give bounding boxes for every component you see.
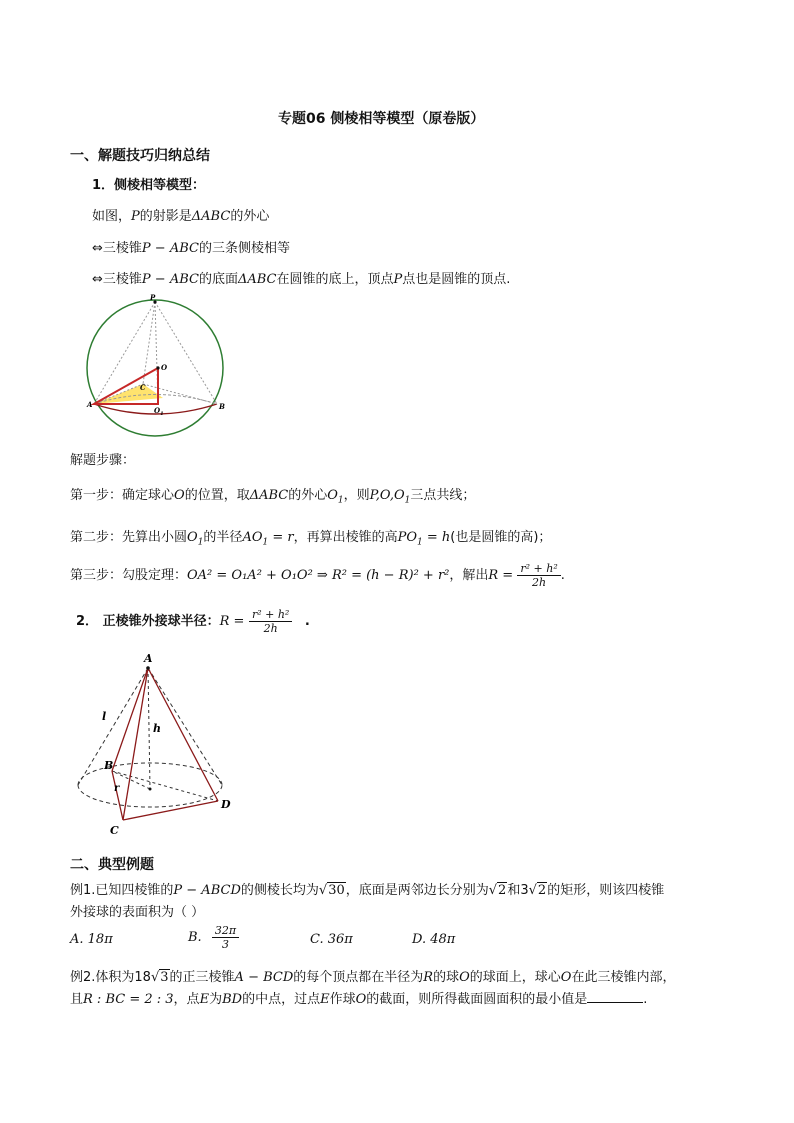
sqrt-radicand: 3 xyxy=(160,970,169,985)
text: 的每个顶点都在半径为 xyxy=(293,970,424,985)
math: R = xyxy=(488,568,514,583)
math: BD xyxy=(222,992,243,1007)
numerator: r² + h² xyxy=(249,608,292,622)
text: 如图， xyxy=(92,209,132,224)
text: 的外心 xyxy=(230,209,270,224)
cone-edge-pb xyxy=(155,302,217,404)
line-equivalence-2 xyxy=(92,268,510,287)
label-o1-sub: 1 xyxy=(160,411,164,417)
text: ，则 xyxy=(343,488,370,503)
math: PO xyxy=(397,530,418,545)
option-d: D. 48π xyxy=(412,932,456,947)
label-b: B xyxy=(104,759,114,772)
math: O xyxy=(560,970,572,985)
point-center xyxy=(149,788,152,791)
point-a xyxy=(146,666,150,670)
numerator: r² + h² xyxy=(517,562,560,576)
text: 的球 xyxy=(433,970,460,985)
option-c: C. 36π xyxy=(310,932,353,947)
label-h: h xyxy=(153,722,161,735)
text: . xyxy=(560,568,565,583)
edge-bc xyxy=(112,771,123,820)
equivalence-arrow: ⇔ xyxy=(92,241,103,256)
text: 的侧棱长均为 xyxy=(240,883,319,898)
text: 的正三棱锥 xyxy=(169,970,235,985)
math-triangle: ΔABC xyxy=(191,209,231,224)
label-a: A xyxy=(87,400,93,409)
label-o1-main: O xyxy=(154,406,161,415)
example-1-line-2: 外接球的表面积为（ ） xyxy=(70,905,205,920)
text: 第三步：勾股定理： xyxy=(70,568,188,583)
subscript: 1 xyxy=(417,537,423,548)
denominator: 3 xyxy=(221,938,229,951)
cone-height xyxy=(148,668,150,789)
point-o xyxy=(156,366,159,369)
numerator: 32π xyxy=(212,924,239,938)
text: 的半径 xyxy=(203,530,243,545)
math: R : BC = 2 : 3 xyxy=(83,992,174,1007)
example-1-line-1 xyxy=(70,879,664,898)
math: = r xyxy=(268,530,294,545)
text: ，再算出棱锥的高 xyxy=(293,530,398,545)
sqrt-radicand: 30 xyxy=(328,883,345,898)
text: 的位置，取 xyxy=(184,488,250,503)
option-a: A. 18π xyxy=(70,932,113,947)
steps-heading: 解题步骤： xyxy=(70,453,136,468)
math: AO xyxy=(242,530,263,545)
cone-pyramid-figure xyxy=(70,648,250,840)
edge-ac xyxy=(123,668,148,820)
sqrt-sign: √ xyxy=(488,883,498,898)
text: 的外心 xyxy=(288,488,328,503)
equivalence-arrow: ⇔ xyxy=(92,272,103,287)
text: 为 xyxy=(209,992,223,1007)
subscript: 1 xyxy=(337,495,344,506)
math: A − BCD xyxy=(234,970,294,985)
text: 点也是圆锥的顶点. xyxy=(402,272,511,287)
text: 的球面上，球心 xyxy=(469,970,561,985)
subheading-radius xyxy=(76,608,310,635)
text: 例2.体积为18 xyxy=(70,970,151,985)
example-2-line-2 xyxy=(70,988,647,1007)
text: 且 xyxy=(70,992,84,1007)
denominator: 2h xyxy=(532,576,547,589)
fraction xyxy=(212,924,239,951)
label-d: D xyxy=(221,798,231,811)
text: . xyxy=(304,614,310,629)
text: 的底面 xyxy=(198,272,238,287)
math-p: P xyxy=(131,209,140,224)
text: 第一步：确定球心 xyxy=(70,488,175,503)
answer-blank[interactable] xyxy=(587,990,643,1003)
sqrt-radicand: 2 xyxy=(537,883,547,898)
sphere-circle xyxy=(87,300,223,436)
math: O xyxy=(355,992,367,1007)
text: 的矩形，则该四棱锥 xyxy=(547,883,665,898)
label-p: P xyxy=(150,293,156,302)
option-b-label: B. xyxy=(188,930,202,945)
text: 例1.已知四棱锥的 xyxy=(70,883,174,898)
example-2-line-1 xyxy=(70,966,675,985)
math-expr: P − ABC xyxy=(141,241,199,256)
label-r: r xyxy=(114,783,120,794)
text: 三棱锥 xyxy=(102,241,142,256)
step-1 xyxy=(70,484,475,506)
math-p: P xyxy=(393,272,403,287)
math: E xyxy=(320,992,330,1007)
fraction xyxy=(249,608,292,635)
text: 的射影是 xyxy=(139,209,192,224)
option-b xyxy=(188,924,239,951)
text: ，点 xyxy=(173,992,200,1007)
math: OA² = O₁A² + O₁O² ⇒ R² = (h − R)² + r² xyxy=(187,568,450,583)
text: 和3 xyxy=(507,883,529,898)
text: (也是圆锥的高)； xyxy=(450,530,552,545)
math: O xyxy=(327,488,338,503)
math: O xyxy=(459,970,470,985)
label-a: A xyxy=(144,652,153,665)
math: R = xyxy=(219,614,245,629)
text: 2． 正棱锥外接球半径： xyxy=(76,614,220,629)
math-expr: P − ABC xyxy=(141,272,199,287)
section-heading-2: 二、典型例题 xyxy=(70,857,154,873)
sqrt-radicand: 2 xyxy=(498,883,507,898)
text: 三点共线； xyxy=(410,488,476,503)
label-o1 xyxy=(154,406,164,417)
section-heading-1: 一、解题技巧归纳总结 xyxy=(70,148,210,164)
subscript: 1 xyxy=(197,537,204,548)
label-o: O xyxy=(161,363,168,372)
sqrt-sign: √ xyxy=(528,883,537,898)
text: 作球 xyxy=(329,992,356,1007)
edge-cd xyxy=(123,801,218,820)
math: = h xyxy=(422,530,451,545)
sqrt-sign: √ xyxy=(150,970,160,985)
math: P,O,O xyxy=(369,488,405,503)
label-c: C xyxy=(140,383,146,392)
text: ，解出 xyxy=(449,568,489,583)
line-projection xyxy=(92,205,269,224)
text: 在此三棱锥内部， xyxy=(571,970,676,985)
math: O xyxy=(174,488,185,503)
text: 第二步：先算出小圆 xyxy=(70,530,188,545)
label-l: l xyxy=(102,710,107,723)
label-b: B xyxy=(219,402,225,411)
math: E xyxy=(199,992,210,1007)
math: O xyxy=(187,530,198,545)
label-c: C xyxy=(110,824,119,837)
math: P − ABCD xyxy=(173,883,241,898)
math: R xyxy=(423,970,434,985)
subscript: 1 xyxy=(262,537,269,548)
text: 的截面，则所得截面圆面积的最小值是 xyxy=(366,992,588,1007)
base-edge-bd xyxy=(112,771,218,801)
math: ΔABC xyxy=(249,488,289,503)
sphere-cone-figure xyxy=(80,292,230,442)
step-3 xyxy=(70,562,565,589)
text: 三棱锥 xyxy=(102,272,142,287)
math-triangle: ΔABC xyxy=(237,272,277,287)
line-equivalence-1 xyxy=(92,237,290,256)
text: . xyxy=(643,992,648,1007)
subscript: 1 xyxy=(404,495,411,506)
step-2 xyxy=(70,526,551,548)
denominator: 2h xyxy=(263,622,278,635)
page-title: 专题06 侧棱相等模型（原卷版） xyxy=(278,111,485,127)
fraction xyxy=(517,562,560,589)
sqrt-sign: √ xyxy=(318,883,328,898)
text: 的三条侧棱相等 xyxy=(198,241,290,256)
text: 在圆锥的底上，顶点 xyxy=(276,272,394,287)
text: ，底面是两邻边长分别为 xyxy=(345,883,489,898)
subheading-model: 1．侧棱相等模型： xyxy=(92,178,206,193)
text: 的中点，过点 xyxy=(242,992,321,1007)
